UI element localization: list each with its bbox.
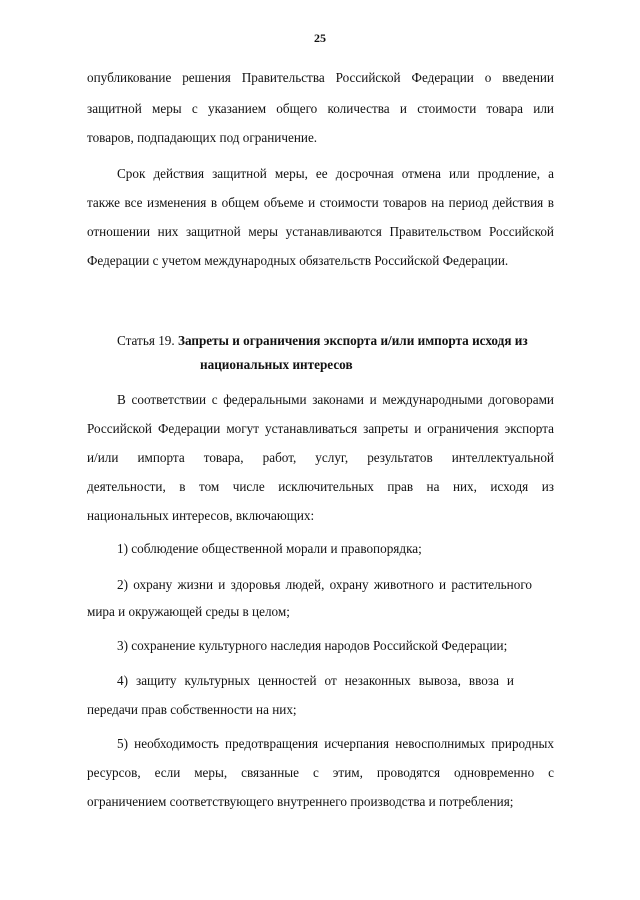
list-item-2-line-2: мира и окружающей среды в целом; [87,604,290,619]
paragraph-3-line-5: национальных интересов, включающих: [87,508,315,523]
paragraph-1-line-3: товаров, подпадающих под ограничение. [87,130,318,145]
article-19-prefix: Статья 19. [117,333,175,348]
paragraph-2-line-4: Федерации с учетом международных обязательств Российской Федерации. [87,253,509,268]
page-number: 25 [314,31,326,45]
list-item-3: 3) сохранение культурного наследия народов Российской Федерации; [117,638,508,653]
list-item-2-line-1: 2) охрану жизни и здоровья людей, охрану животного и растительного [117,577,532,592]
list-item-5-line-1: 5) необходимость предотвращения исчерпания невосполнимых природных [117,736,554,751]
paragraph-3-line-3: и/или импорта товара, работ, услуг, результатов интеллектуальной [87,450,554,465]
article-19-heading [117,333,528,349]
list-item-4-line-2: передачи прав собственности на них; [87,702,297,717]
paragraph-3-line-1: В соответствии с федеральными законами и международными договорами [117,392,554,407]
paragraph-2-line-2: также все изменения в общем объеме и стоимости товаров на период действия в [87,195,554,210]
article-19-title-line-2: национальных интересов [200,357,353,372]
paragraph-2-line-3: отношении них защитной меры устанавливаются Правительством Российской [87,224,554,239]
list-item-1: 1) соблюдение общественной морали и правопорядка; [117,541,422,556]
paragraph-1-line-1: опубликование решения Правительства Российской Федерации о введении [87,70,554,85]
article-19-title-line-1: Запреты и ограничения экспорта и/или импорта исходя из [177,333,528,348]
paragraph-2-line-1: Срок действия защитной меры, ее досрочная отмена или продление, а [117,166,554,181]
paragraph-3-line-4: деятельности, в том числе исключительных прав на них, исходя из [87,479,554,494]
list-item-4-line-1: 4) защиту культурных ценностей от незаконных вывоза, ввоза и [117,673,514,688]
paragraph-3-line-2: Российской Федерации могут устанавливаться запреты и ограничения экспорта [87,421,554,436]
list-item-5-line-3: ограничением соответствующего внутреннего производства и потребления; [87,794,514,809]
paragraph-1-line-2: защитной меры с указанием общего количества и стоимости товара или [87,101,554,116]
list-item-5-line-2: ресурсов, если меры, связанные с этим, проводятся одновременно с [87,765,554,780]
